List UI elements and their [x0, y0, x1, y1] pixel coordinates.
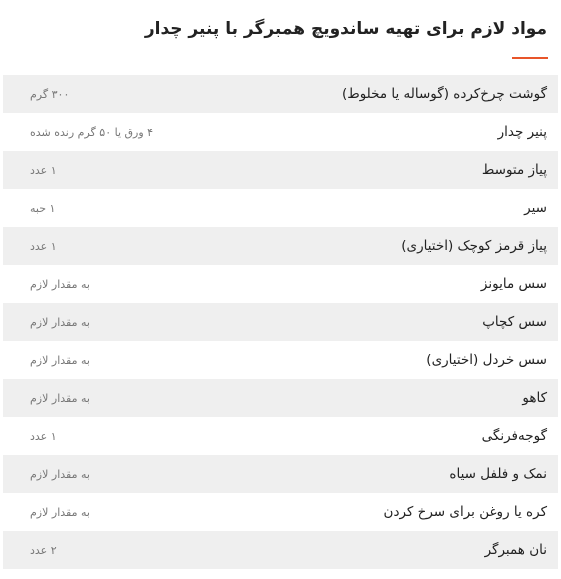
ingredient-quantity: به مقدار لازم: [30, 505, 90, 519]
ingredient-row: [3, 341, 558, 379]
ingredient-quantity: ۴ ورق یا ۵۰ گرم رنده شده: [30, 125, 154, 139]
ingredient-name: پنیر چدار: [497, 124, 547, 140]
title-underline: [512, 57, 548, 59]
ingredient-quantity: ۱ حبه: [30, 201, 56, 215]
ingredient-name: سس کچاپ: [482, 314, 547, 330]
ingredients-table: [3, 75, 558, 569]
ingredient-name: سیر: [524, 200, 547, 216]
ingredient-row: [3, 379, 558, 417]
ingredient-row: [3, 417, 558, 455]
ingredient-quantity: به مقدار لازم: [30, 467, 90, 481]
ingredient-row: [3, 113, 558, 151]
ingredient-quantity: ۱ عدد: [30, 163, 57, 177]
ingredient-row: [3, 493, 558, 531]
ingredient-name: نان همبرگر: [484, 542, 547, 558]
ingredient-quantity: ۱ عدد: [30, 239, 57, 253]
ingredient-row: [3, 531, 558, 569]
page-title: مواد لازم برای تهیه ساندویچ همبرگر با پنیر چدار: [144, 19, 547, 39]
ingredient-row: [3, 227, 558, 265]
ingredient-name: کره یا روغن برای سرخ کردن: [383, 504, 547, 520]
ingredient-row: [3, 455, 558, 493]
ingredient-name: سس خردل (اختیاری): [426, 352, 547, 368]
ingredient-quantity: به مقدار لازم: [30, 391, 90, 405]
ingredient-quantity: ۱ عدد: [30, 429, 57, 443]
ingredient-name: پیاز متوسط: [481, 162, 547, 178]
ingredient-quantity: به مقدار لازم: [30, 277, 90, 291]
ingredient-name: سس مایونز: [480, 276, 547, 292]
ingredient-quantity: ۲ عدد: [30, 543, 57, 557]
ingredient-name: پیاز قرمز کوچک (اختیاری): [401, 238, 547, 254]
ingredient-row: [3, 75, 558, 113]
ingredient-name: گوجه‌فرنگی: [481, 428, 547, 444]
ingredient-name: کاهو: [522, 390, 547, 406]
ingredient-name: گوشت چرخ‌کرده (گوساله یا مخلوط): [341, 86, 547, 102]
ingredient-quantity: به مقدار لازم: [30, 353, 90, 367]
ingredient-name: نمک و فلفل سیاه: [449, 466, 547, 482]
ingredient-row: [3, 151, 558, 189]
ingredient-row: [3, 303, 558, 341]
ingredient-row: [3, 189, 558, 227]
ingredient-quantity: به مقدار لازم: [30, 315, 90, 329]
ingredient-row: [3, 265, 558, 303]
ingredient-quantity: ۳۰۰ گرم: [30, 87, 70, 101]
